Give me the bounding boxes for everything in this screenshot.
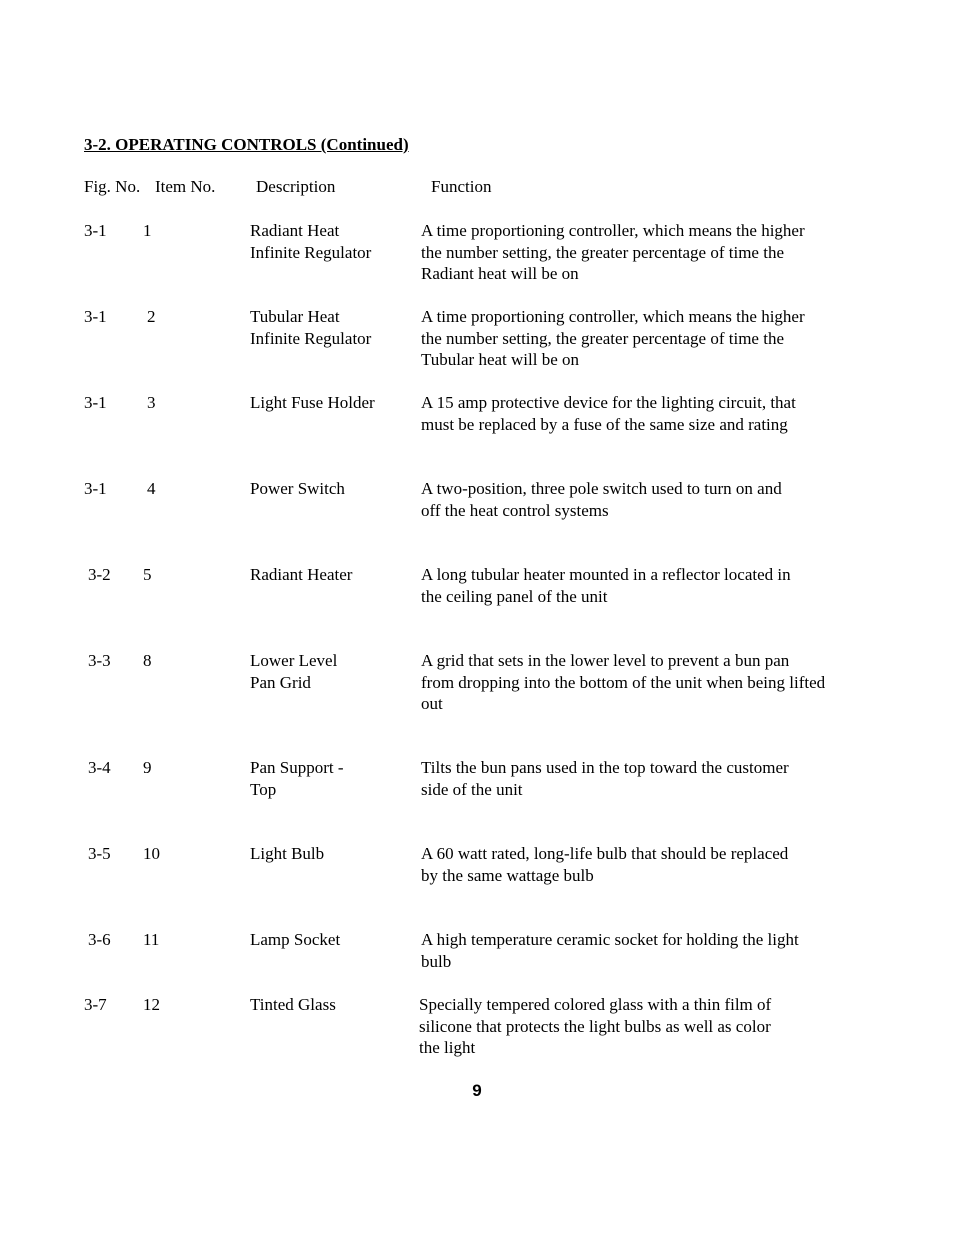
item-no: 9 [143,758,152,777]
function: A time proportioning controller, which means the higher the number setting, the greater percentage of time the Radiant heat will be on [421,221,805,283]
item-no: 4 [147,479,156,498]
fig-no: 3-1 [84,307,107,326]
description: Light Bulb [250,844,325,863]
function: A high temperature ceramic socket for holding the light bulb [421,930,799,971]
item-no: 8 [143,651,152,670]
page-number: 9 [472,1081,482,1100]
header-description: Description [256,177,336,196]
item-no: 5 [143,565,152,584]
description: Pan Support - Top [250,758,344,799]
fig-no: 3-6 [88,930,111,949]
item-no: 10 [143,844,160,863]
fig-no: 3-1 [84,393,107,412]
description: Power Switch [250,479,345,498]
description: Tinted Glass [250,995,336,1014]
fig-no: 3-1 [84,479,107,498]
header-fig-no: Fig. No. [84,177,141,196]
fig-no: 3-3 [88,651,111,670]
fig-no: 3-1 [84,221,107,240]
item-no: 11 [143,930,160,949]
function: A time proportioning controller, which means the higher the number setting, the greater percentage of time the Tubular heat will be on [421,307,805,369]
item-no: 12 [143,995,160,1014]
header-function: Function [431,177,492,196]
function: A 15 amp protective device for the lighting circuit, that must be replaced by a fuse of the same size and rating [421,393,796,434]
description: Lamp Socket [250,930,341,949]
item-no: 1 [143,221,152,240]
section-title: 3-2. OPERATING CONTROLS (Continued) [84,135,409,154]
description: Radiant Heat Infinite Regulator [250,221,372,262]
description: Tubular Heat Infinite Regulator [250,307,372,348]
description: Radiant Heater [250,565,353,584]
fig-no: 3-5 [88,844,111,863]
fig-no: 3-2 [88,565,111,584]
function: A 60 watt rated, long-life bulb that should be replaced by the same wattage bulb [421,844,789,885]
item-no: 2 [147,307,156,326]
function: A grid that sets in the lower level to prevent a bun pan from dropping into the bottom of the unit when being lifted out [421,651,826,713]
item-no: 3 [147,393,156,412]
function: Specially tempered colored glass with a thin film of silicone that protects the light bulbs as well as color the light [419,995,772,1057]
description: Light Fuse Holder [250,393,375,412]
function: A long tubular heater mounted in a reflector located in the ceiling panel of the unit [421,565,791,606]
fig-no: 3-7 [84,995,107,1014]
description: Lower Level Pan Grid [250,651,338,692]
header-item-no: Item No. [155,177,216,196]
function: Tilts the bun pans used in the top toward the customer side of the unit [421,758,789,799]
fig-no: 3-4 [88,758,111,777]
function: A two-position, three pole switch used to turn on and off the heat control systems [421,479,782,520]
